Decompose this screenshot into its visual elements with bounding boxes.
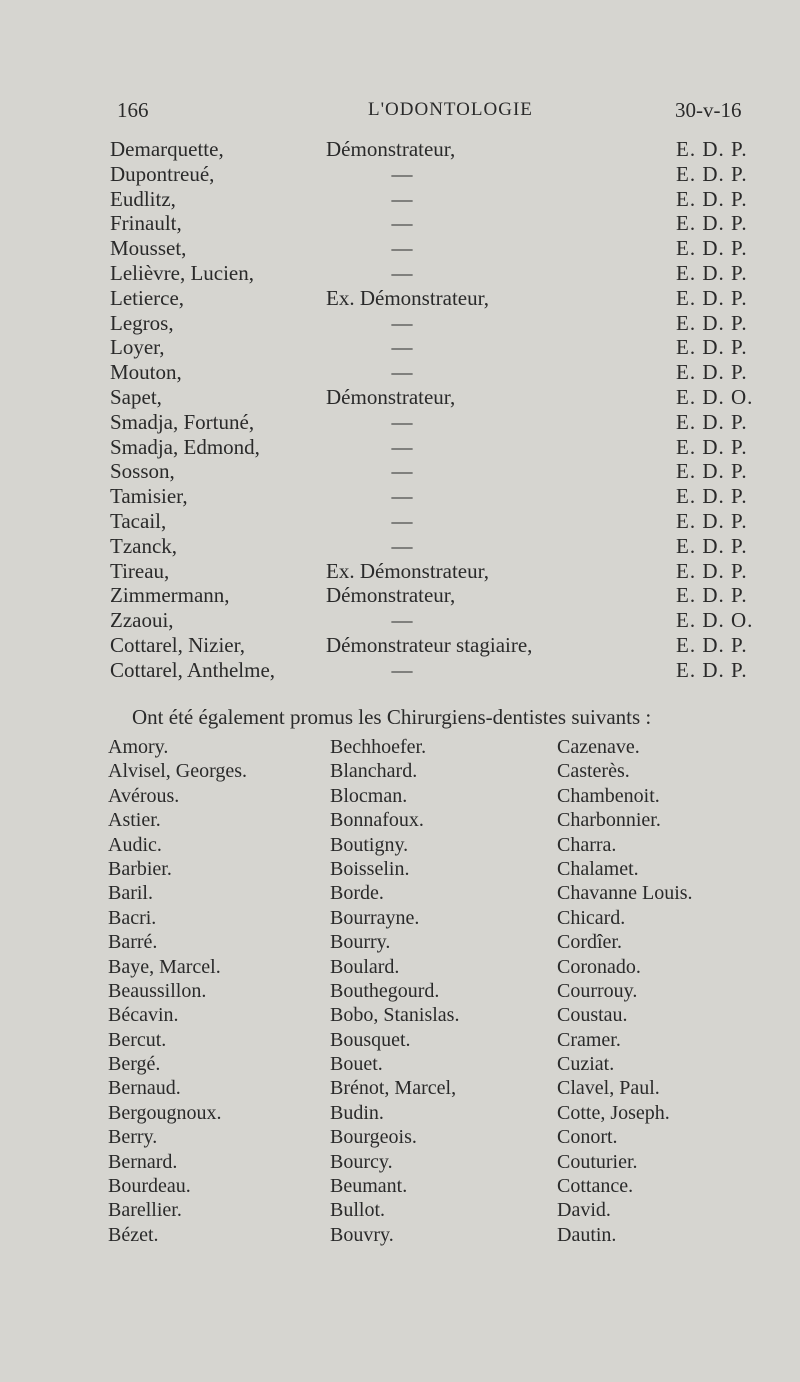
promoted-name: Bercut. (108, 1028, 167, 1051)
promoted-name: Courrouy. (557, 979, 638, 1002)
promoted-name: Bézet. (108, 1223, 159, 1246)
promoted-name: Budin. (330, 1101, 384, 1124)
person-name: Tzanck, (110, 533, 178, 558)
grade-row (0, 187, 800, 212)
person-name: Tamisier, (110, 484, 188, 509)
degree: E. D. P. (676, 260, 748, 285)
grade-row (0, 484, 800, 509)
person-title (390, 311, 414, 336)
promoted-name: Beumant. (330, 1175, 408, 1198)
person-title (390, 509, 414, 534)
promoted-name: Bobo, Stanislas. (330, 1004, 460, 1027)
promoted-name: Chicard. (557, 906, 626, 929)
grade-row (0, 459, 800, 484)
person-name: Sosson, (110, 459, 175, 484)
person-title (390, 261, 414, 286)
person-title: Ex. Démonstrateur, (326, 558, 490, 583)
promoted-name: Bacri. (108, 906, 157, 929)
person-title (390, 211, 414, 236)
promoted-name: Cuziat. (557, 1053, 615, 1076)
person-name: Dupontreué, (110, 161, 215, 186)
promoted-name: Baril. (108, 882, 153, 905)
grade-row (0, 608, 800, 633)
person-title (390, 484, 414, 509)
promoted-name: Chalamet. (557, 857, 639, 880)
degree: E. D. P. (676, 657, 748, 682)
degree: E. D. P. (676, 211, 748, 236)
promoted-name: Chavanne Louis. (557, 882, 693, 905)
person-title: Démonstrateur stagiaire, (326, 632, 533, 657)
promoted-name: Berry. (108, 1126, 158, 1149)
degree: E. D. P. (676, 533, 748, 558)
promoted-name: Barellier. (108, 1199, 182, 1222)
degree: E. D. P. (676, 508, 748, 533)
grade-row (0, 261, 800, 286)
promoted-name: Cotte, Joseph. (557, 1101, 670, 1124)
promoted-name: Beaussillon. (108, 979, 207, 1002)
person-title (390, 459, 414, 484)
grade-row (0, 509, 800, 534)
person-title: Démonstrateur, (326, 583, 456, 608)
promoted-name: Barbier. (108, 857, 172, 880)
page-number: 166 (117, 98, 149, 122)
grade-row (0, 360, 800, 385)
grade-row (0, 286, 800, 311)
person-title (390, 410, 414, 435)
promoted-name: Boutigny. (330, 833, 409, 856)
promoted-name: Couturier. (557, 1150, 638, 1173)
promoted-name: Bousquet. (330, 1028, 411, 1051)
promoted-name: Bourrayne. (330, 906, 420, 929)
promoted-name: Cramer. (557, 1028, 621, 1051)
degree: E. D. P. (676, 484, 748, 509)
promoted-name: Bechhoefer. (330, 736, 427, 758)
promoted-name: Bourry. (330, 931, 391, 954)
degree: E. D. P. (676, 161, 748, 186)
promoted-name: Cordîer. (557, 931, 622, 954)
promoted-name: Conort. (557, 1126, 618, 1149)
promoted-name: David. (557, 1199, 611, 1222)
promoted-name: Amory. (108, 736, 169, 758)
promoted-name: Cazenave. (557, 736, 640, 758)
grade-row (0, 311, 800, 336)
grades-list (0, 137, 800, 683)
person-name: Zzaoui, (110, 608, 174, 633)
person-title: Ex. Démonstrateur, (326, 285, 490, 310)
promoted-name: Bouvry. (330, 1223, 394, 1246)
grade-row (0, 559, 800, 584)
person-title: Démonstrateur, (326, 384, 456, 409)
person-name: Eudlitz, (110, 186, 176, 211)
degree: E. D. P. (676, 186, 748, 211)
promoted-name: Bullot. (330, 1199, 386, 1222)
grade-row (0, 583, 800, 608)
degree: E. D. P. (676, 137, 748, 161)
person-name: Legros, (110, 310, 174, 335)
person-name: Letierce, (110, 285, 185, 310)
grade-row (0, 137, 800, 162)
grade-row (0, 410, 800, 435)
degree: E. D. P. (676, 335, 748, 360)
promoted-name: Dautin. (557, 1223, 617, 1246)
promoted-name: Blanchard. (330, 760, 418, 783)
names-column-2 (330, 735, 459, 1247)
degree: E. D. P. (676, 632, 748, 657)
degree: E. D. P. (676, 583, 748, 608)
grade-row (0, 162, 800, 187)
promoted-name: Boulard. (330, 955, 400, 978)
person-name: Mousset, (110, 236, 187, 261)
promoted-name: Coronado. (557, 955, 641, 978)
person-name: Zimmermann, (110, 583, 230, 608)
grade-row (0, 236, 800, 261)
running-head: L'ODONTOLOGIE (368, 99, 533, 120)
promoted-name: Blocman. (330, 784, 408, 807)
person-name: Cottarel, Nizier, (110, 632, 246, 657)
promoted-name: Charra. (557, 833, 617, 856)
names-column-1 (108, 735, 247, 1247)
promoted-name: Bergé. (108, 1053, 161, 1076)
promoted-name: Baye, Marcel. (108, 955, 221, 978)
degree: E. D. P. (676, 360, 748, 385)
degree: E. D. P. (676, 459, 748, 484)
promoted-name: Boisselin. (330, 857, 410, 880)
names-column-3 (557, 735, 693, 1247)
degree: E. D. P. (676, 285, 748, 310)
promoted-name: Bourgeois. (330, 1126, 417, 1149)
degree: E. D. P. (676, 434, 748, 459)
person-title: Démonstrateur, (326, 137, 456, 161)
issue-date: 30-v-16 (675, 98, 742, 122)
promoted-name: Brénot, Marcel, (330, 1077, 457, 1100)
promoted-name: Bourdeau. (108, 1175, 191, 1198)
person-name: Mouton, (110, 360, 182, 385)
person-title (390, 435, 414, 460)
person-title (390, 187, 414, 212)
person-title (390, 162, 414, 187)
person-name: Sapet, (110, 384, 162, 409)
degree: E. D. P. (676, 409, 748, 434)
person-name: Cottarel, Anthelme, (110, 657, 276, 682)
promoted-name: Coustau. (557, 1004, 628, 1027)
promoted-name: Cottance. (557, 1175, 634, 1198)
promoted-name: Astier. (108, 809, 161, 832)
grade-row (0, 658, 800, 683)
person-name: Demarquette, (110, 137, 224, 161)
intro-sentence: Ont été également promus les Chirurgiens-dentistes suivants : (132, 705, 652, 729)
promoted-name: Bonnafoux. (330, 809, 424, 832)
promoted-name: Clavel, Paul. (557, 1077, 660, 1100)
person-title (390, 534, 414, 559)
promoted-name: Chambenoit. (557, 784, 660, 807)
person-name: Lelièvre, Lucien, (110, 260, 255, 285)
degree: E. D. O. (676, 384, 754, 409)
promoted-name: Bouet. (330, 1053, 383, 1076)
degree: E. D. O. (676, 608, 754, 633)
promoted-name: Bourcy. (330, 1150, 393, 1173)
promoted-name: Bécavin. (108, 1004, 179, 1027)
promoted-name: Bouthegourd. (330, 979, 440, 1002)
promoted-name: Alvisel, Georges. (108, 760, 248, 783)
person-name: Loyer, (110, 335, 165, 360)
degree: E. D. P. (676, 558, 748, 583)
grade-row (0, 633, 800, 658)
person-title (390, 335, 414, 360)
degree: E. D. P. (676, 236, 748, 261)
person-name: Tireau, (110, 558, 170, 583)
person-title (390, 608, 414, 633)
promoted-name: Bergougnoux. (108, 1101, 222, 1124)
person-name: Tacail, (110, 508, 167, 533)
person-title (390, 360, 414, 385)
grade-row (0, 335, 800, 360)
grade-row (0, 385, 800, 410)
grade-row (0, 534, 800, 559)
degree: E. D. P. (676, 310, 748, 335)
promoted-name: Bernard. (108, 1150, 178, 1173)
person-name: Smadja, Edmond, (110, 434, 260, 459)
grade-row (0, 435, 800, 460)
promoted-name: Casterès. (557, 760, 630, 783)
promoted-name: Bernaud. (108, 1077, 181, 1100)
person-title (390, 236, 414, 261)
grade-row (0, 211, 800, 236)
promoted-name: Charbonnier. (557, 809, 661, 832)
promoted-name: Borde. (330, 882, 384, 905)
promoted-name: Avérous. (108, 784, 180, 807)
person-name: Frinault, (110, 211, 182, 236)
promoted-name: Barré. (108, 931, 158, 954)
promoted-name: Audic. (108, 833, 162, 856)
person-name: Smadja, Fortuné, (110, 409, 255, 434)
person-title (390, 658, 414, 683)
